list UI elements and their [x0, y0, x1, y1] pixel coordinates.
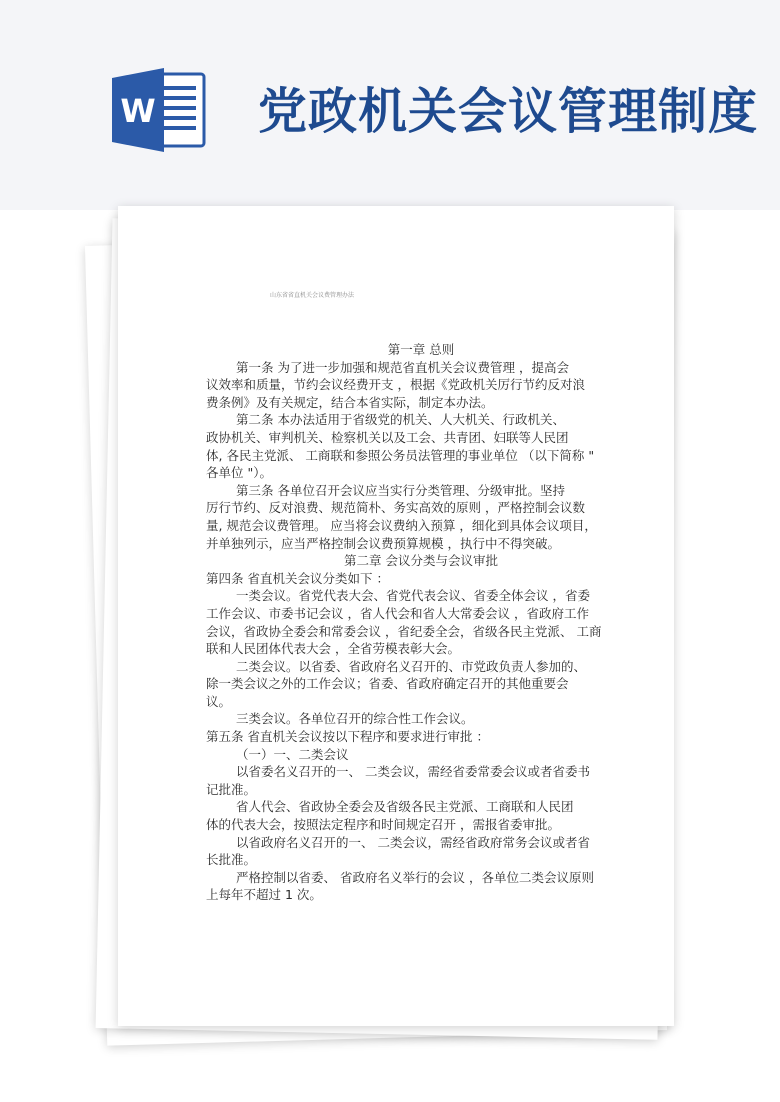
banner-title: 党政机关会议管理制度 [258, 82, 759, 140]
text-line: 并单独列示，应当严格控制会议费预算规模 ，执行中不得突破。 [206, 535, 560, 551]
text-line: 记批准。 [206, 781, 257, 797]
text-line: 除一类会议之外的工作会议；省委、省政府确定召开的其他重要会 [206, 676, 569, 692]
text-line: 会议，省政协全委会和常委会议 ，省纪委全会，省级各民主党派、 工商 [206, 623, 602, 639]
word-document-icon [112, 68, 206, 152]
text-line: 各单位 "）。 [206, 465, 272, 481]
text-line: 第二条 本办法适用于省级党的机关、人大机关、行政机关、 [236, 412, 565, 428]
text-line: 二类会议。以省委、省政府名义召开的、市党政负责人参加的、 [236, 658, 587, 674]
text-line: 一类会议。省党代表大会、省党代表会议、省委全体会议 ，省委 [236, 588, 590, 604]
text-line: 工作会议、市委书记会议 ，省人代会和省人大常委会议 ，省政府工作 [206, 605, 589, 621]
text-line: 以省政府名义召开的一、 二类会议，需经省政府常务会议或者省 [236, 834, 590, 850]
chapter-heading: 第一章 总则 [387, 342, 455, 357]
text-line: 长批准。 [206, 852, 257, 868]
svg-text:W: W [120, 92, 156, 130]
text-line: 联和人民团体代表大会 ，全省劳模表彰大会。 [206, 641, 460, 657]
text-line: 严格控制以省委、 省政府名义举行的会议 ，各单位二类会议原则 [236, 869, 594, 885]
page-header: 山东省省直机关会议费管理办法 [270, 292, 355, 299]
text-line: 费条例》及有关规定，结合本省实际，制定本办法。 [206, 394, 494, 410]
text-line: 体的代表大会，按照法定程序和时间规定召开 ，需报省委审批。 [206, 817, 560, 833]
text-line: 上每年不超过 1 次。 [206, 887, 322, 903]
text-line: 以省委名义召开的一、 二类会议，需经省委常委会议或者省委书 [236, 764, 590, 780]
text-line: 第三条 各单位召开会议应当实行分类管理、分级审批。坚持 [236, 482, 565, 498]
text-line: 议效率和质量，节约会议经费开支 ，根据《党政机关厉行节约反对浪 [206, 377, 585, 393]
text-line: 省人代会、省政协全委会及省级各民主党派、工商联和人民团 [236, 799, 574, 815]
text-line: 厉行节约、反对浪费、规范简朴、务实高效的原则 ，严格控制会议数 [206, 500, 585, 516]
text-line: 体, 各民主党派、 工商联和参照公务员法管理的事业单位 （以下简称 " [206, 447, 595, 463]
text-line: 三类会议。各单位召开的综合性工作会议。 [236, 711, 474, 727]
text-line: 第一条 为了进一步加强和规范省直机关会议费管理 ，提高会 [236, 359, 569, 375]
text-line: 第五条 省直机关会议按以下程序和要求进行审批 ： [206, 729, 489, 745]
text-line: （一）一、二类会议 [236, 746, 349, 762]
document-body [206, 341, 636, 904]
chapter-heading: 第二章 会议分类与会议审批 [344, 553, 498, 569]
text-line: 量, 规范会议费管理。 应当将会议费纳入预算 ，细化到具体会议项目， [206, 517, 597, 533]
text-line: 议。 [206, 693, 232, 709]
banner [0, 0, 780, 210]
text-line: 政协机关、审判机关、检察机关以及工会、共青团、妇联等人民团 [206, 429, 569, 445]
text-line: 第四条 省直机关会议分类如下 ： [206, 570, 389, 586]
